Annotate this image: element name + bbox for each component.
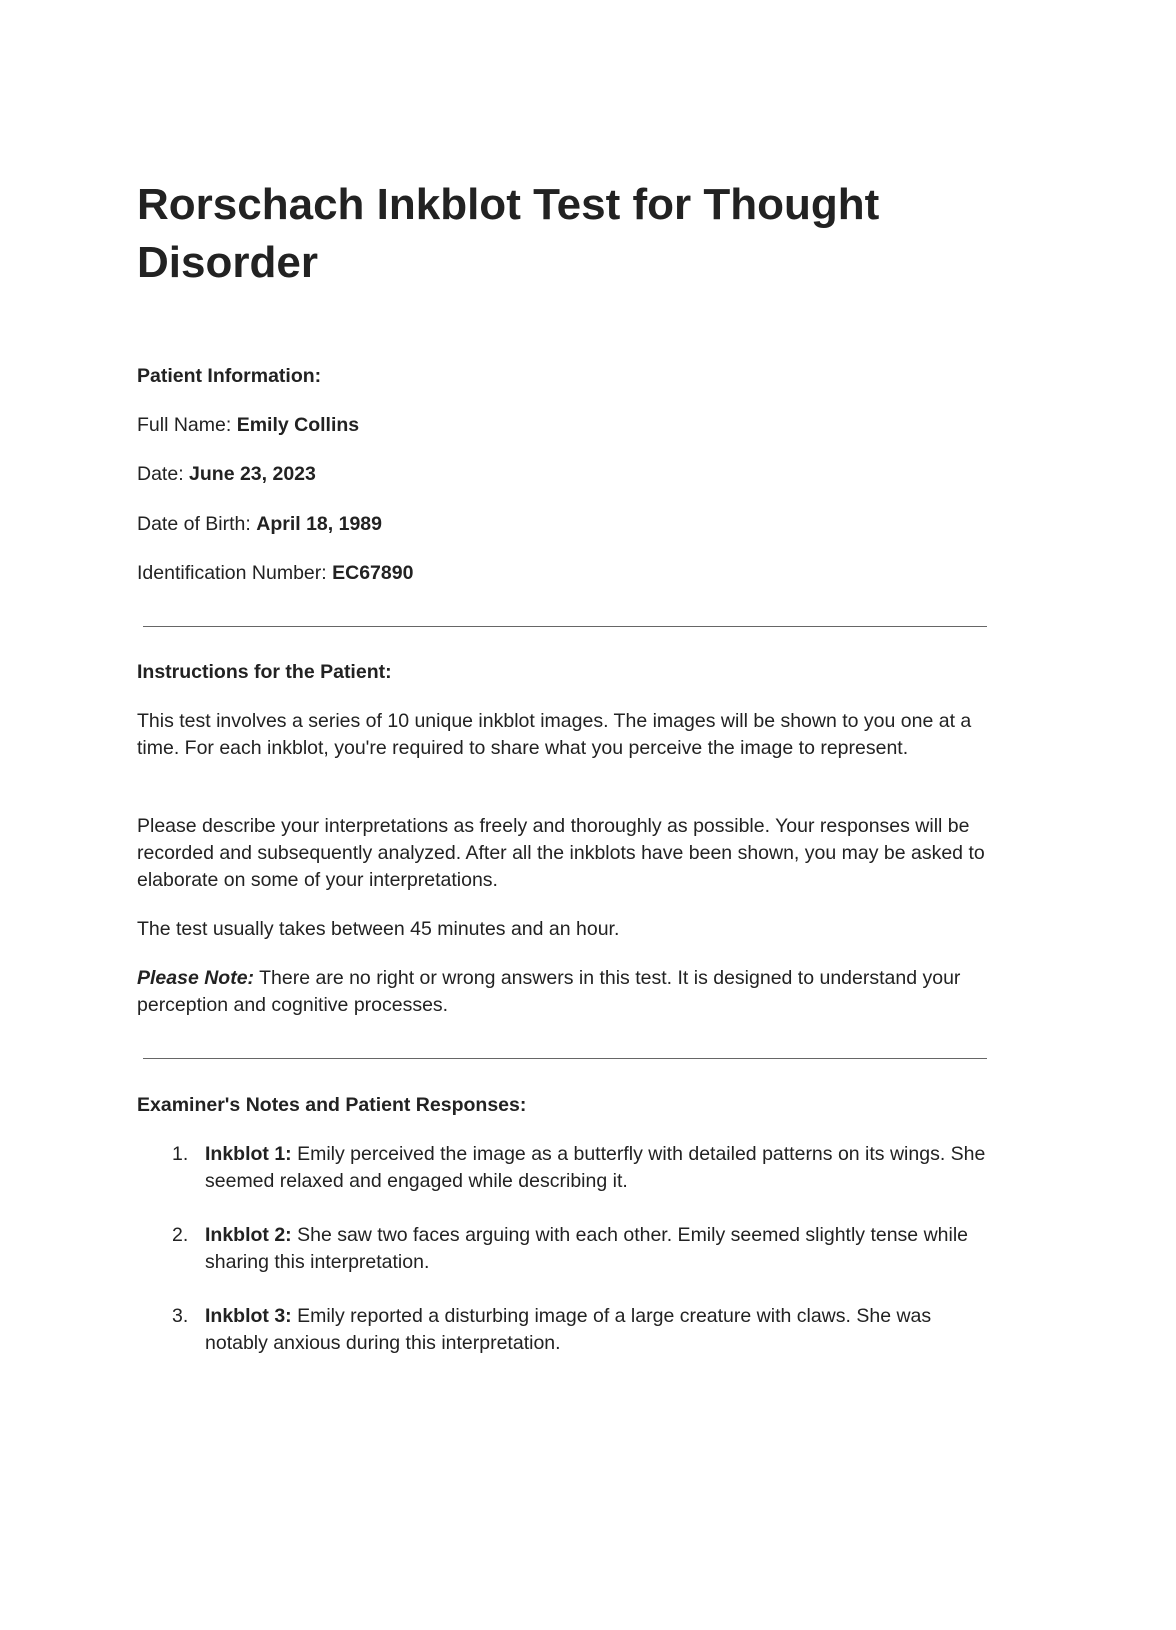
- dob-value: April 18, 1989: [256, 513, 382, 535]
- id-line: [137, 560, 413, 587]
- heading-text: Instructions for the Patient:: [137, 661, 392, 683]
- list-text: [205, 1303, 995, 1357]
- instructions-paragraph-3: The test usually takes between 45 minutes and an hour.: [137, 918, 620, 940]
- list-number: 1.: [172, 1143, 189, 1165]
- heading-text: Examiner's Notes and Patient Responses:: [137, 1094, 527, 1116]
- list-text: [205, 1141, 995, 1195]
- note-label: Please Note:: [137, 967, 255, 989]
- item-label: Inkblot 3:: [205, 1305, 292, 1327]
- patient-info-heading: [137, 363, 321, 390]
- item-label: Inkblot 2:: [205, 1224, 292, 1246]
- divider: [143, 626, 987, 627]
- label: Full Name:: [137, 414, 232, 436]
- label: Date of Birth:: [137, 513, 251, 535]
- full-name-value: Emily Collins: [236, 414, 360, 436]
- list-text: [205, 1222, 995, 1276]
- date-value: June 23, 2023: [189, 463, 316, 485]
- item-text: Emily reported a disturbing image of a large creature with claws. She was notably anxious during this interpretation.: [205, 1305, 932, 1354]
- item-label: Inkblot 1:: [205, 1143, 292, 1165]
- date-line: [137, 461, 316, 488]
- instructions-paragraph-1: This test involves a series of 10 unique inkblot images. The images will be shown to you one at a time. For each inkblot, you're required to share what you perceive the image to represent.: [137, 710, 972, 759]
- item-text: She saw two faces arguing with each other. Emily seemed slightly tense while sharing this interpretation.: [205, 1224, 969, 1273]
- page-title: Rorschach Inkblot Test for Thought Disorder: [137, 180, 880, 287]
- list-number: 2.: [172, 1224, 189, 1246]
- note-text: There are no right or wrong answers in this test. It is designed to understand your perception and cognitive processes.: [137, 967, 961, 1016]
- item-text: Emily perceived the image as a butterfly with detailed patterns on its wings. She seemed relaxed and engaged while describing it.: [205, 1143, 986, 1192]
- label: Date:: [137, 463, 184, 485]
- list-number: 3.: [172, 1305, 189, 1327]
- responses-heading: [137, 1092, 526, 1119]
- id-value: EC67890: [332, 562, 414, 584]
- label: Identification Number:: [137, 562, 327, 584]
- heading-text: Patient Information:: [137, 365, 322, 387]
- divider: [143, 1058, 987, 1059]
- instructions-heading: [137, 659, 392, 686]
- full-name-line: [137, 412, 359, 439]
- dob-line: [137, 511, 382, 538]
- instructions-note: [137, 965, 993, 1019]
- instructions-paragraph-2: Please describe your interpretations as freely and thoroughly as possible. Your responses will be recorded and subsequently analyzed. After all the inkblots have been shown, you may be asked to elaborate on some of your interpretations.: [137, 815, 985, 891]
